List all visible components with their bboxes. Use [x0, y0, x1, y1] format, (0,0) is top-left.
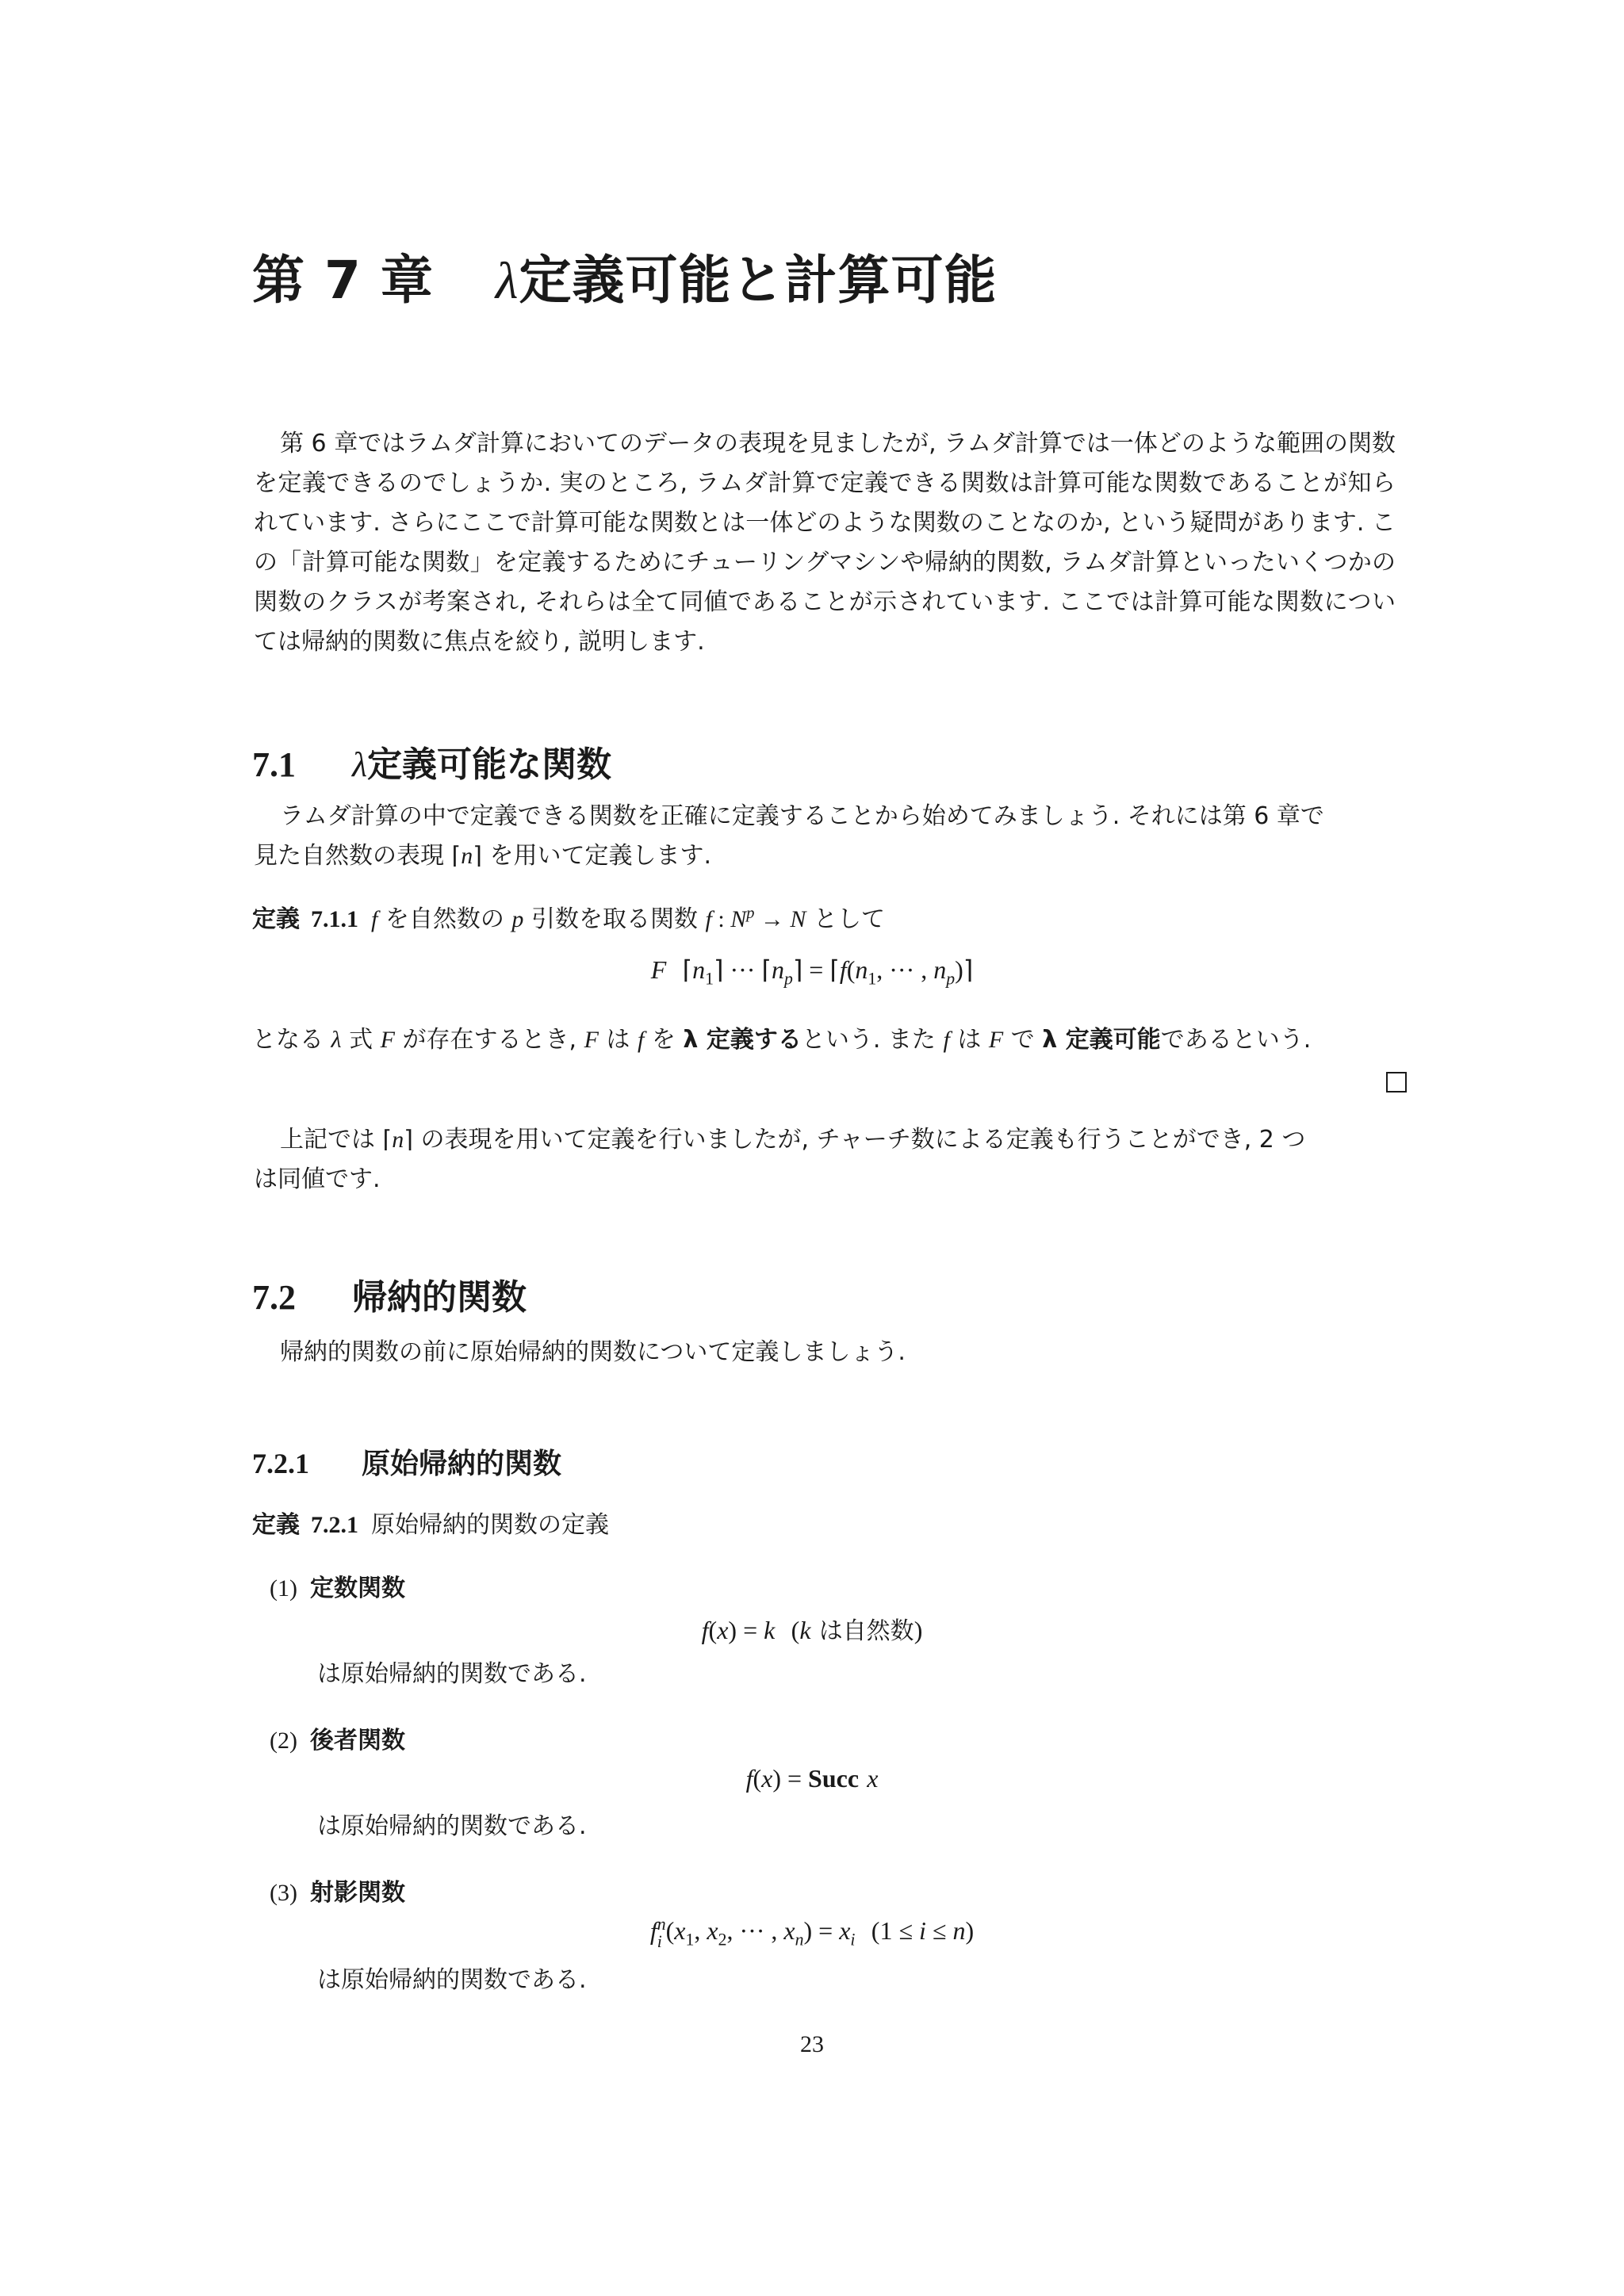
- definition-label: 定義: [252, 1511, 300, 1539]
- intro-text: 第 6 章ではラムダ計算においてのデータの表現を見ましたが, ラムダ計算では一体どのような範囲の関数を定義できるのでしょうか. 実のところ, ラムダ計算で定義できる関数は計算可能な関数であることが知られています. さらにここで計算可能な関数とは一体どのような関数のことなのか, という疑問があります. この「計算可能な関数」を定義するためにチューリングマシンや帰納的関数, ラムダ計算といったいくつかの関数のクラスが考案され, それらは全て同値であることが示されています. ここでは計算可能な関数については帰納的関数に焦点を絞り, 説明します.: [254, 430, 1396, 656]
- remark-line1: 上記では ⌈n⌉ の表現を用いて定義を行いましたが, チャーチ数による定義も行うことができ, 2 つ: [280, 1126, 1306, 1154]
- item-conclusion: は原始帰納的関数である.: [317, 1660, 587, 1688]
- subsection-title: 原始帰納的関数: [362, 1448, 562, 1480]
- list-item-projection-function: (3) 射影関数: [270, 1879, 405, 1907]
- section-7-2-heading: [252, 1269, 527, 1319]
- section-number: 7.1: [252, 745, 296, 784]
- section-7-1-intro-line2: 見た自然数の表現 ⌈n⌉ を用いて定義します.: [254, 842, 712, 870]
- lambda-symbol: λ: [352, 745, 368, 784]
- definition-7-2-1: [252, 1505, 609, 1540]
- remark-line2: は同値です.: [254, 1165, 381, 1193]
- item-conclusion: は原始帰納的関数である.: [317, 1812, 587, 1840]
- section-7-2-intro: 帰納的関数の前に原始帰納的関数について定義しましょう.: [280, 1338, 906, 1366]
- chapter-title-text: 定義可能と計算可能: [519, 250, 998, 311]
- section-7-1-heading: [252, 736, 611, 786]
- term-lambda-definable: λ 定義可能: [1042, 1026, 1161, 1054]
- list-item-constant-function: (1) 定数関数: [270, 1575, 405, 1602]
- list-item-successor-function: (2) 後者関数: [270, 1727, 405, 1755]
- definition-conclusion: となる λ 式 F が存在するとき, F は f を λ 定義するという. また f は F で λ 定義可能であるという.: [252, 1026, 1312, 1054]
- item-conclusion: は原始帰納的関数である.: [317, 1966, 587, 1994]
- chapter-title: [252, 238, 997, 313]
- section-title: 帰納的関数: [352, 1277, 527, 1318]
- definition-7-1-1: 定義 7.1.1 f を自然数の p 引数を取る関数 f : $N^p \to N$ として: [252, 905, 885, 933]
- definition-title: 原始帰納的関数の定義: [371, 1511, 609, 1539]
- qed-square-icon: [1386, 1072, 1407, 1093]
- definition-formula: F $⌈n_1⌉$ ··· $⌈n_p⌉$ = $⌈f(n_1$, ··· , $n_p)⌉$: [650, 955, 974, 989]
- definition-number: 7.1.1: [311, 906, 358, 932]
- section-7-1-intro-line1: ラムダ計算の中で定義できる関数を正確に定義することから始めてみましょう. それには第 6 章で: [280, 802, 1324, 830]
- page-number: 23: [800, 2031, 824, 2057]
- intro-paragraph: [254, 424, 1396, 662]
- formula-successor: f(x) = Succ x: [745, 1764, 879, 1793]
- section-number: 7.2: [252, 1278, 296, 1317]
- definition-number: 7.2.1: [311, 1512, 358, 1538]
- formula-constant: f(x) = k (k は自然数): [701, 1616, 923, 1645]
- definition-label: 定義: [252, 905, 300, 933]
- formula-projection: f n i ($x_1$, $x_2$, ··· , $x_n) = x_i$ (1 ≤ i ≤ n): [649, 1914, 975, 1951]
- chapter-label: 第 7 章: [252, 250, 434, 311]
- lambda-symbol: λ: [495, 252, 519, 310]
- subsection-7-2-1-heading: [252, 1441, 561, 1482]
- subsection-number: 7.2.1: [252, 1448, 309, 1479]
- term-lambda-define: λ 定義する: [683, 1026, 802, 1054]
- section-title: 定義可能な関数: [367, 744, 612, 785]
